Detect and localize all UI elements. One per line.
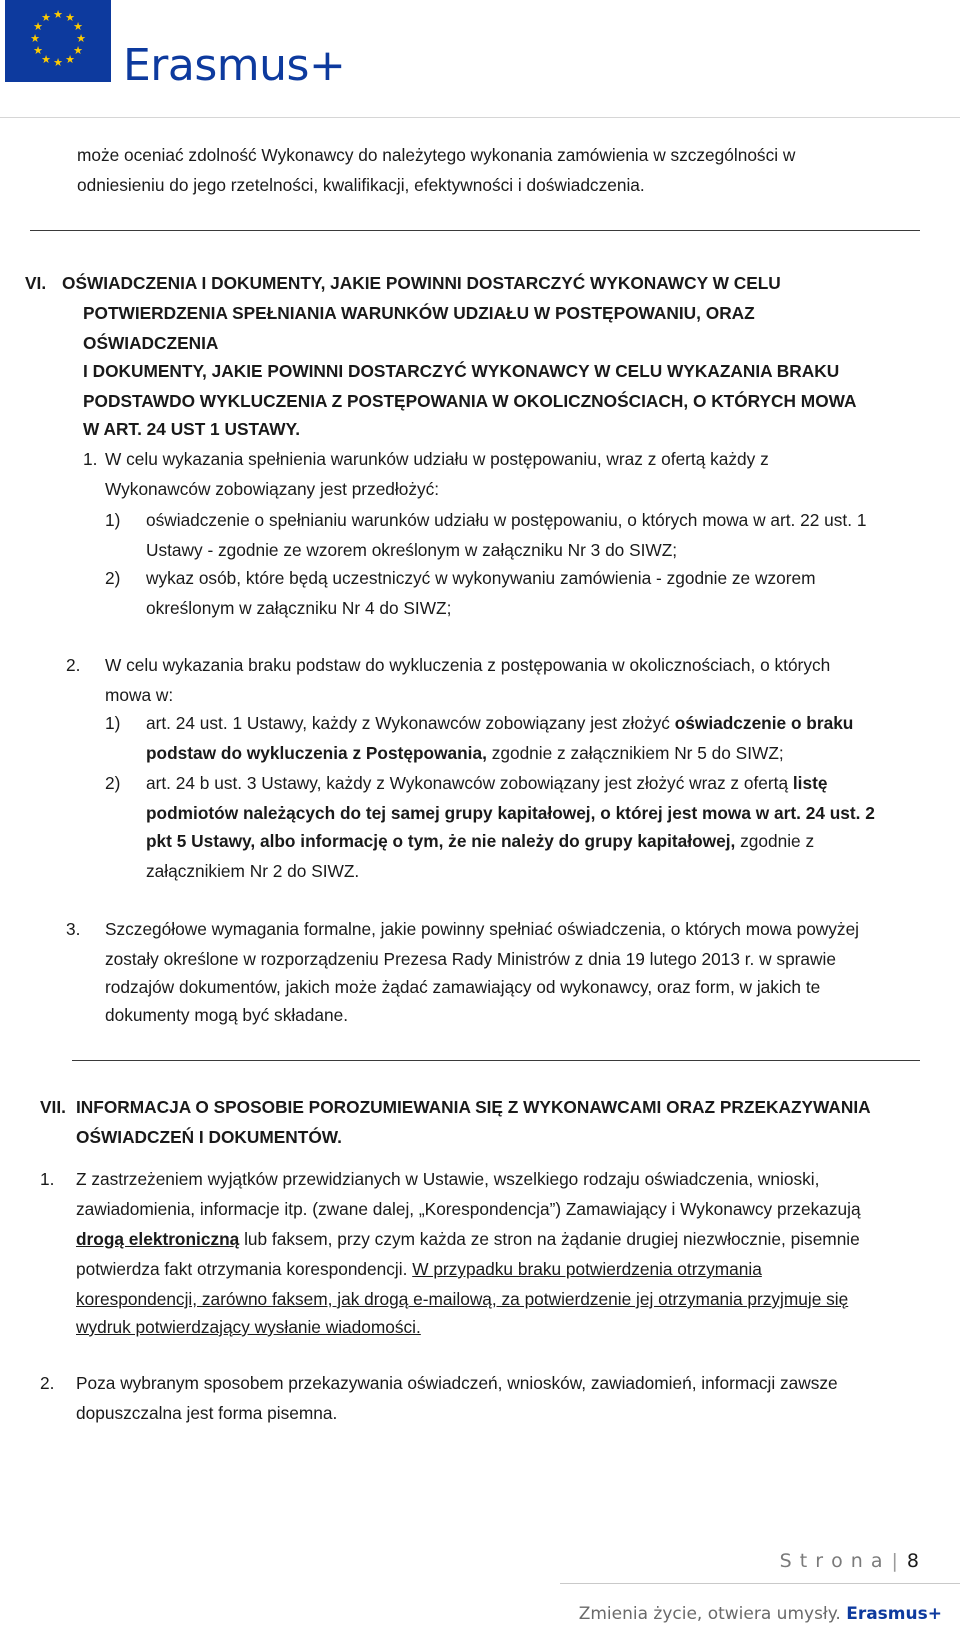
eu-stars-icon (5, 0, 111, 82)
emphasis-electronic: drogą elektroniczną (76, 1229, 240, 1249)
item-text-line: zostały określone w rozporządzeniu Prezesa Rady Ministrów z dnia 19 lutego 2013 r. w sprawie (105, 949, 836, 969)
item-text-line: korespondencji, zarówno faksem, jak drogą e-mailową, za potwierdzenie jej otrzymania przyjmuje się (76, 1289, 849, 1309)
svg-text:★: ★ (65, 11, 75, 24)
section-7-title-line: OŚWIADCZEŃ I DOKUMENTÓW. (76, 1127, 342, 1147)
svg-text:★: ★ (76, 32, 86, 45)
svg-text:★: ★ (33, 44, 43, 57)
svg-text:★: ★ (41, 11, 51, 24)
svg-text:★: ★ (41, 53, 51, 66)
section-6-title-line: I DOKUMENTY, JAKIE POWINNI DOSTARCZYĆ WYKONAWCY W CELU WYKAZANIA BRAKU (83, 361, 840, 381)
subitem-text-line: podmiotów należących do tej samej grupy kapitałowej, o której jest mowa w art. 24 ust. 2 (146, 803, 875, 823)
item-number: 1. (40, 1169, 55, 1189)
item-text-line: Z zastrzeżeniem wyjątków przewidzianych w Ustawie, wszelkiego rodzaju oświadczenia, wnioski, (76, 1169, 820, 1189)
section-divider (30, 230, 920, 231)
svg-text:★: ★ (30, 32, 40, 45)
svg-text:★: ★ (53, 56, 63, 69)
section-6-title-line: OŚWIADCZENIA (83, 333, 219, 353)
item-text-line: rodzajów dokumentów, jakich może żądać zamawiający od wykonawcy, oraz form, w jakich te (105, 977, 821, 997)
section-6-title-line: OŚWIADCZENIA I DOKUMENTY, JAKIE POWINNI DOSTARCZYĆ WYKONAWCY W CELU (62, 273, 781, 293)
section-6-title-line: PODSTAWDO WYKLUCZENIA Z POSTĘPOWANIA W OKOLICZNOŚCIACH, O KTÓRYCH MOWA (83, 391, 857, 411)
intro-line-1: może oceniać zdolność Wykonawcy do należytego wykonania zamówienia w szczególności w (77, 145, 796, 165)
subitem-text-line: art. 24 ust. 1 Ustawy, każdy z Wykonawców zobowiązany jest złożyć oświadczenie o braku (146, 713, 854, 733)
item-number: 2. (66, 655, 81, 675)
item-number: 3. (66, 919, 81, 939)
svg-text:★: ★ (73, 20, 83, 33)
subitem-number: 2) (105, 773, 121, 793)
item-text-line: W celu wykazania spełnienia warunków udziału w postępowaniu, wraz z ofertą każdy z (105, 449, 769, 469)
item-number: 2. (40, 1373, 55, 1393)
subitem-text-line: pkt 5 Ustawy, albo informację o tym, że nie należy do grupy kapitałowej, zgodnie z (146, 831, 815, 851)
section-7-number: VII. (40, 1097, 66, 1117)
item-text-line: mowa w: (105, 685, 174, 705)
subitem-text-line: art. 24 b ust. 3 Ustawy, każdy z Wykonawców zobowiązany jest złożyć wraz z ofertą listę (146, 773, 828, 793)
footer-divider (560, 1583, 960, 1584)
header-divider (0, 117, 960, 118)
item-text-line: zawiadomienia, informacje itp. (zwane dalej, „Korespondencja”) Zamawiający i Wykonawcy przekazują (76, 1199, 861, 1219)
item-number: 1. (83, 449, 98, 469)
svg-text:★: ★ (33, 20, 43, 33)
eu-flag-logo (5, 0, 111, 82)
section-divider (72, 1060, 920, 1061)
subitem-number: 1) (105, 713, 121, 733)
section-6-number: VI. (25, 273, 47, 293)
svg-text:★: ★ (53, 8, 63, 21)
intro-line-2: odniesieniu do jego rzetelności, kwalifikacji, efektywności i doświadczenia. (77, 175, 645, 195)
item-text-line: W celu wykazania braku podstaw do wykluczenia z postępowania w okolicznościach, o których (105, 655, 831, 675)
item-text-line: Poza wybranym sposobem przekazywania oświadczeń, wniosków, zawiadomień, informacji zawsze (76, 1373, 838, 1393)
svg-text:★: ★ (65, 53, 75, 66)
subitem-text-line: Ustawy - zgodnie ze wzorem określonym w załączniku Nr 3 do SIWZ; (146, 540, 678, 560)
item-text-line: Wykonawców zobowiązany jest przedłożyć: (105, 479, 440, 499)
section-6-title-line: W ART. 24 UST 1 USTAWY. (83, 419, 300, 439)
item-text-line: dokumenty mogą być składane. (105, 1005, 349, 1025)
item-text-line: drogą elektroniczną lub faksem, przy czym każda ze stron na żądanie drugiej niezwłocznie, pisemnie (76, 1229, 860, 1249)
item-text-line: Szczegółowe wymagania formalne, jakie powinny spełniać oświadczenia, o których mowa powyżej (105, 919, 860, 939)
section-7-title-line: INFORMACJA O SPOSOBIE POROZUMIEWANIA SIĘ Z WYKONAWCAMI ORAZ PRZEKAZYWANIA (76, 1097, 871, 1117)
subitem-text-line: oświadczenie o spełnianiu warunków udziału w postępowaniu, o których mowa w art. 22 ust. 1 (146, 510, 867, 530)
subitem-text-line: podstaw do wykluczenia z Postępowania, zgodnie z załącznikiem Nr 5 do SIWZ; (146, 743, 784, 763)
subitem-number: 2) (105, 568, 121, 588)
subitem-text-line: wykaz osób, które będą uczestniczyć w wykonywaniu zamówienia - zgodnie ze wzorem (146, 568, 816, 588)
subitem-text-line: określonym w załączniku Nr 4 do SIWZ; (146, 598, 452, 618)
subitem-text-line: załącznikiem Nr 2 do SIWZ. (146, 861, 360, 881)
item-text-line: potwierdza fakt otrzymania korespondencji. W przypadku braku potwierdzenia otrzymania (76, 1259, 762, 1279)
item-text-line: wydruk potwierdzający wysłanie wiadomości. (76, 1317, 421, 1337)
page-number: S t r o n a | 8 (779, 1550, 920, 1572)
svg-text:★: ★ (73, 44, 83, 57)
section-6-title-line: POTWIERDZENIA SPEŁNIANIA WARUNKÓW UDZIAŁU W POSTĘPOWANIU, ORAZ (83, 303, 755, 323)
subitem-number: 1) (105, 510, 121, 530)
item-text-line: dopuszczalna jest forma pisemna. (76, 1403, 338, 1423)
footer-slogan: Zmienia życie, otwiera umysły. Erasmus+ (578, 1604, 942, 1624)
erasmus-logo-text: Erasmus+ (123, 40, 346, 91)
